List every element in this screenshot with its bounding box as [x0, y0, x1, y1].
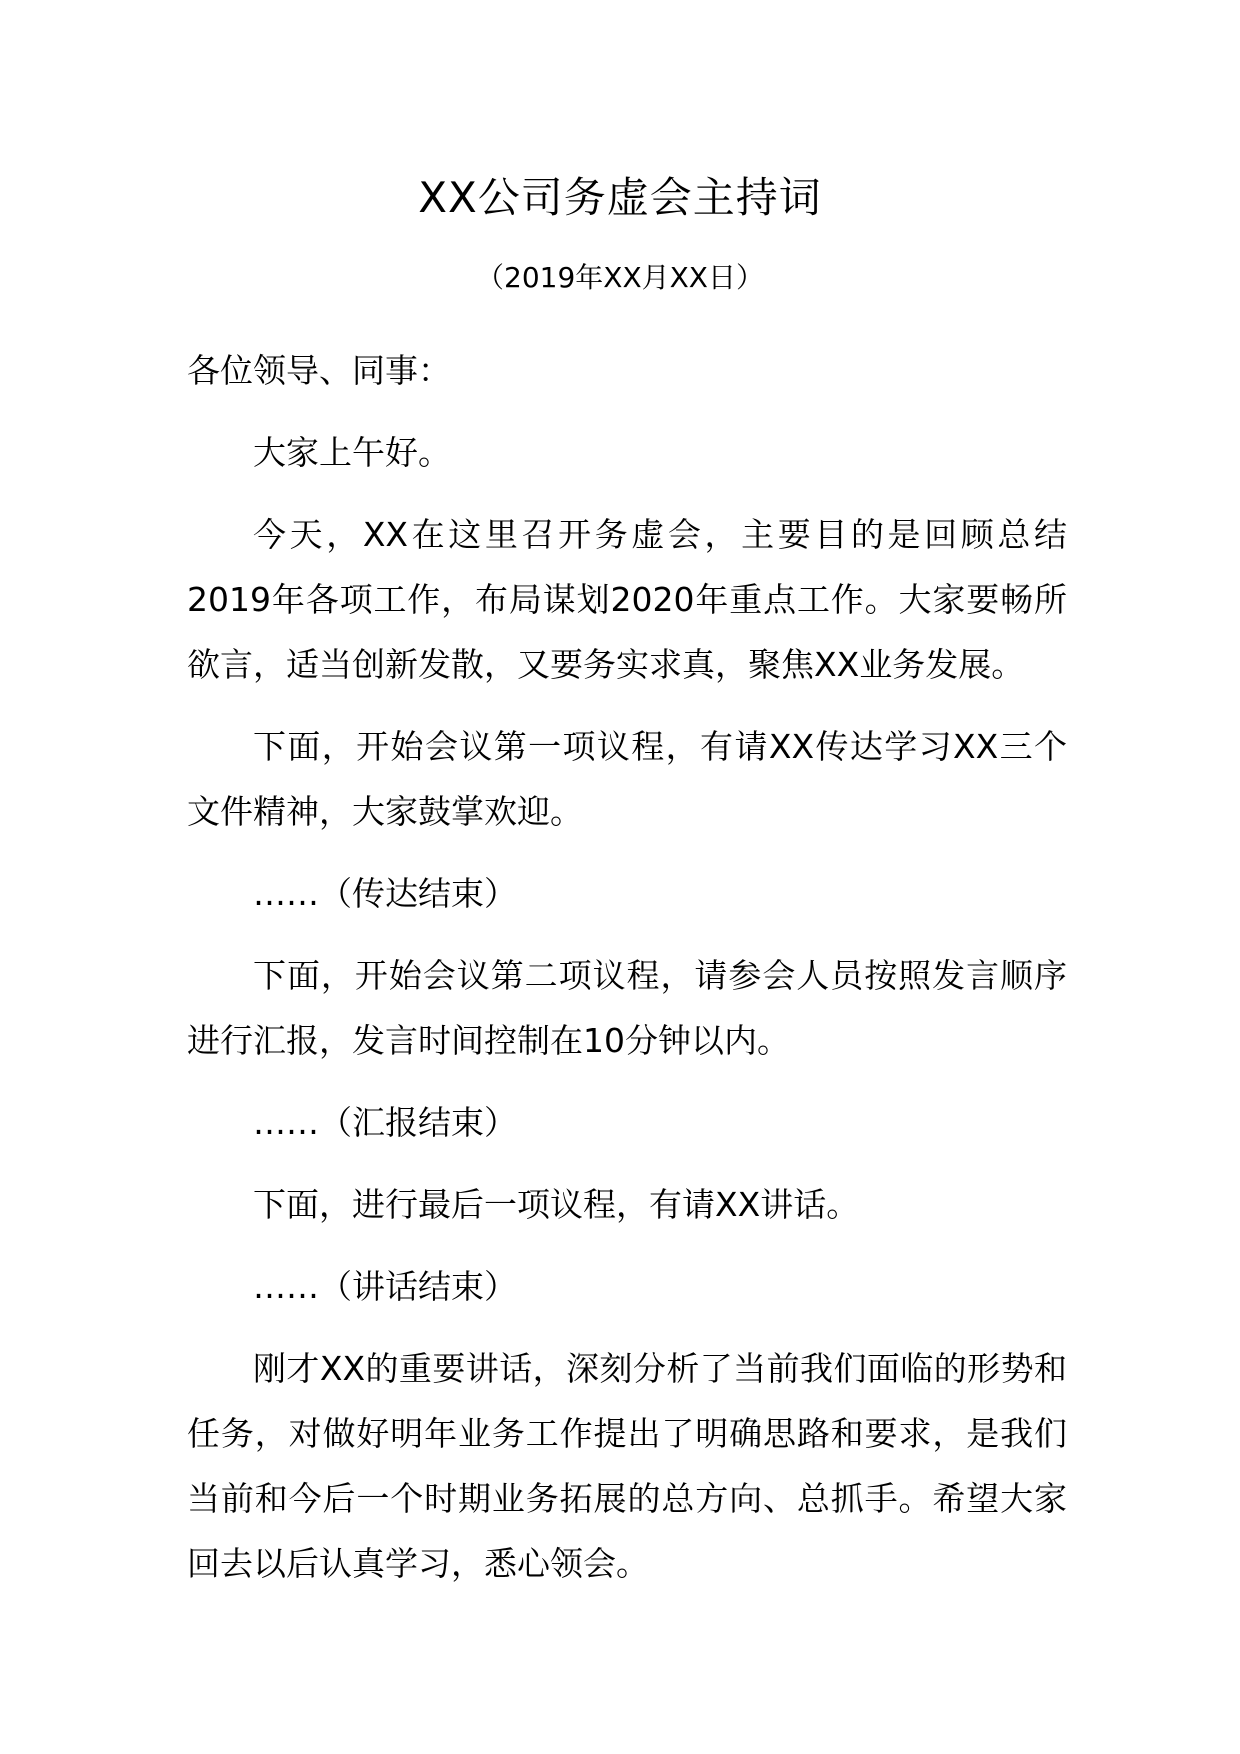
document-title: XX公司务虚会主持词 [418, 173, 822, 222]
paragraph: 下面，进行最后一项议程，有请XX讲话。 [253, 1185, 860, 1224]
document-body [187, 338, 1067, 1613]
salutation: 各位领导、同事： [187, 351, 451, 390]
paragraph: 大家上午好。 [253, 433, 451, 472]
paragraph: ……（传达结束） [253, 874, 517, 913]
document-date: （2019年XX月XX日） [476, 261, 764, 294]
paragraph: ……（讲话结束） [253, 1267, 517, 1306]
paragraph: 下面，开始会议第一项议程，有请XX传达学习XX三个文件精神，大家鼓掌欢迎。 [187, 727, 1067, 831]
paragraph: 下面，开始会议第二项议程，请参会人员按照发言顺序进行汇报，发言时间控制在10分钟以内。 [187, 956, 1067, 1060]
paragraph: 今天，XX在这里召开务虚会，主要目的是回顾总结2019年各项工作，布局谋划2020年重点工作。大家要畅所欲言，适当创新发散，又要务实求真，聚焦XX业务发展。 [187, 515, 1067, 684]
paragraph: 刚才XX的重要讲话，深刻分析了当前我们面临的形势和任务，对做好明年业务工作提出了明确思路和要求，是我们当前和今后一个时期业务拓展的总方向、总抓手。希望大家回去以后认真学习，悉心领会。 [187, 1349, 1067, 1583]
paragraph: ……（汇报结束） [253, 1103, 517, 1142]
